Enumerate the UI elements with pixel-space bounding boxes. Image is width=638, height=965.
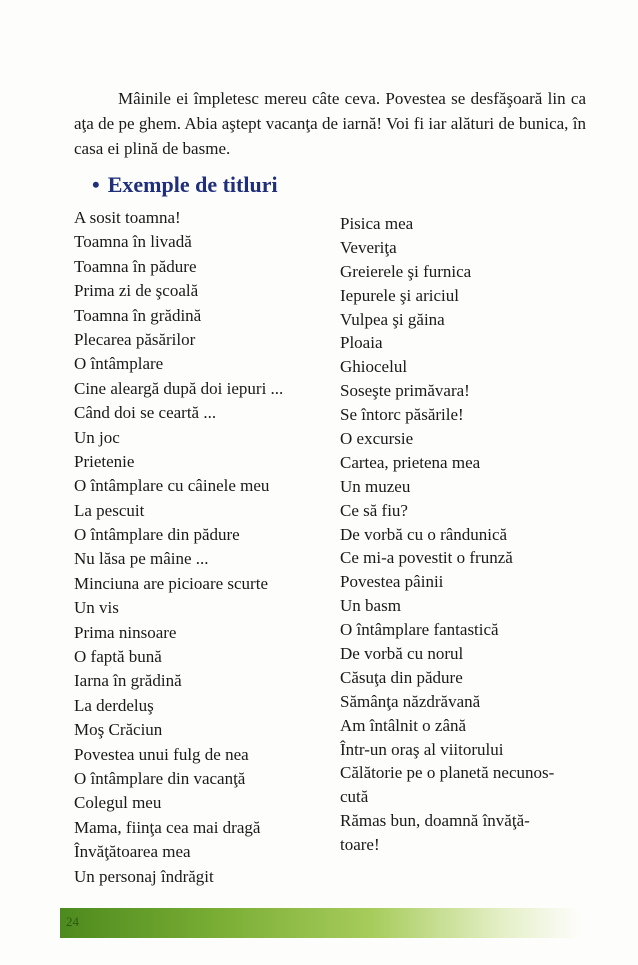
section-title [92, 172, 278, 198]
title-item: toare! [340, 835, 380, 855]
title-item: De vorbă cu o rândunică [340, 524, 508, 544]
title-item: cută [340, 787, 369, 807]
title-item: Vulpea şi găina [340, 309, 445, 329]
title-item: La derdeluş [74, 695, 154, 715]
footer-band [60, 908, 580, 938]
title-item: Ghiocelul [340, 357, 408, 377]
title-item: Greierele şi furnica [340, 261, 472, 281]
title-item: Povestea unui fulg de nea [74, 744, 249, 764]
title-item: O întâmplare din vacanţă [74, 768, 246, 788]
title-item: Cartea, prietena mea [340, 452, 481, 472]
title-item: Un vis [74, 598, 119, 618]
section-title-text: Exemple de titluri [107, 172, 278, 197]
title-item: Colegul meu [74, 793, 162, 813]
title-item: Căsuţa din pădure [340, 667, 463, 687]
title-item: Prima zi de şcoală [74, 281, 199, 301]
title-item: De vorbă cu norul [340, 644, 464, 664]
titles-list-left [74, 206, 283, 889]
title-item: Un basm [340, 596, 401, 616]
title-item: Într-un oraş al viitorului [340, 739, 504, 759]
intro-text: Mâinile ei împletesc mereu câte ceva. Povestea se desfăşoară lin ca aţa de pe ghem. Abia aştept vacanţa de iarnă! Voi fi iar alături de bunica, în casa ei plină de basme. [74, 89, 586, 158]
title-item: O întâmplare din pădure [74, 525, 240, 545]
title-item: O excursie [340, 429, 414, 449]
title-item: Prietenie [74, 451, 135, 471]
titles-list-right [340, 212, 554, 857]
title-item: O întâmplare fantastică [340, 620, 499, 640]
title-item: Ploaia [340, 333, 383, 353]
intro-paragraph [74, 86, 586, 161]
title-item: Un muzeu [340, 476, 411, 496]
title-item: Se întorc păsările! [340, 405, 464, 425]
title-item: Povestea pâinii [340, 572, 444, 592]
page-number: 24 [66, 914, 79, 929]
title-item: Plecarea păsărilor [74, 329, 196, 349]
title-item: A sosit toamna! [74, 208, 181, 227]
title-item: Iepurele şi ariciul [340, 285, 459, 305]
title-item: Pisica mea [340, 214, 414, 233]
title-item: Ce mi-a povestit o frunză [340, 548, 513, 568]
title-item: Prima ninsoare [74, 622, 177, 642]
title-item: Învăţătoarea mea [74, 842, 191, 862]
title-item: La pescuit [74, 500, 145, 520]
title-item: Iarna în grădină [74, 671, 182, 691]
title-item: Soseşte primăvara! [340, 381, 470, 401]
title-item: Ce să fiu? [340, 500, 408, 520]
title-item: Mama, fiinţa cea mai dragă [74, 817, 261, 837]
title-item: Sămânţa năzdrăvană [340, 691, 481, 711]
title-item: O întâmplare [74, 354, 164, 374]
title-item: Veveriţa [340, 237, 397, 257]
title-item: Un personaj îndrăgit [74, 866, 214, 886]
title-item: O întâmplare cu câinele meu [74, 476, 270, 496]
title-item: Minciuna are picioare scurte [74, 573, 268, 593]
title-item: O faptă bună [74, 647, 162, 667]
bullet-icon: • [92, 172, 100, 197]
title-item: Cine aleargă după doi iepuri ... [74, 378, 284, 398]
title-item: Toamna în pădure [74, 256, 197, 276]
title-item: Am întâlnit o zână [340, 715, 467, 735]
title-item: Rămas bun, doamnă învăţă- [340, 811, 530, 831]
title-item: Toamna în livadă [74, 232, 192, 252]
title-item: Toamna în grădină [74, 305, 202, 325]
title-item: Un joc [74, 427, 120, 447]
title-item: Când doi se ceartă ... [74, 403, 217, 423]
title-item: Călătorie pe o planetă necunos- [340, 763, 555, 783]
title-item: Nu lăsa pe mâine ... [74, 549, 209, 569]
title-item: Moş Crăciun [74, 720, 163, 740]
